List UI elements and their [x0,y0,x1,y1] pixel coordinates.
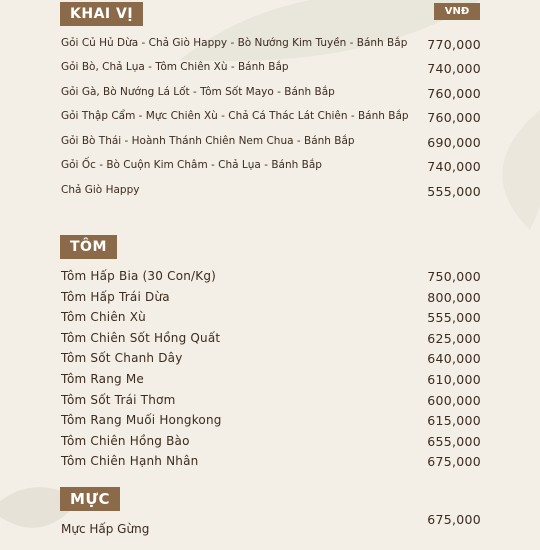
menu-item [61,512,481,536]
item-name: Tôm Rang Muối Hongkong [61,413,222,427]
menu-item [61,135,481,155]
item-name: Tôm Sốt Chanh Dây [61,351,183,365]
section-header-muc: MỰC [60,487,120,511]
item-name: Tôm Rang Me [61,372,145,386]
item-name: Tôm Chiên Hạnh Nhân [61,454,199,468]
item-price: 740,000 [427,159,481,174]
item-name: Gỏi Ốc - Bò Cuộn Kim Châm - Chả Lụa - Bánh Bắp [61,159,322,171]
item-price: 760,000 [427,86,481,101]
menu-item [61,454,481,474]
item-price: 675,000 [427,454,481,469]
item-price: 770,000 [427,37,481,52]
item-price: 640,000 [427,351,481,366]
item-price: 800,000 [427,290,481,305]
item-price: 750,000 [427,269,481,284]
item-name: Tôm Chiên Hồng Bào [61,434,190,448]
item-price: 675,000 [427,512,481,527]
item-name: Gỏi Thập Cẩm - Mực Chiên Xù - Chả Cá Thác Lát Chiên - Bánh Bắp [61,110,409,122]
item-name: Tôm Chiên Sốt Hồng Quất [61,331,221,345]
menu-item [61,86,481,106]
item-name: Chả Giò Happy [61,184,140,196]
currency-badge: VNĐ [434,3,480,20]
item-name: Tôm Chiên Xù [61,310,146,324]
menu-item [61,310,481,330]
section-header-khai-vi: KHAI VỊ [60,2,143,26]
item-price: 690,000 [427,135,481,150]
item-price: 600,000 [427,393,481,408]
menu-item [61,110,481,130]
item-price: 610,000 [427,372,481,387]
item-price: 655,000 [427,434,481,449]
menu-item [61,372,481,392]
item-price: 625,000 [427,331,481,346]
item-price: 555,000 [427,184,481,199]
menu-item [61,290,481,310]
item-name: Tôm Hấp Trái Dừa [61,290,170,304]
menu-item [61,269,481,289]
menu-item [61,159,481,179]
menu-item [61,331,481,351]
menu-item [61,434,481,454]
item-price: 615,000 [427,413,481,428]
menu-item [61,61,481,81]
item-name: Gỏi Củ Hủ Dừa - Chả Giò Happy - Bò Nướng Kim Tuyền - Bánh Bắp [61,37,408,49]
item-name: Mực Hấp Gừng [61,522,150,536]
menu-item [61,184,481,204]
item-name: Gỏi Gà, Bò Nướng Lá Lốt - Tôm Sốt Mayo - Bánh Bắp [61,86,335,98]
item-price: 760,000 [427,110,481,125]
item-name: Tôm Hấp Bia (30 Con/Kg) [61,269,217,283]
item-price: 740,000 [427,61,481,76]
item-price: 555,000 [427,310,481,325]
item-name: Gỏi Bò, Chả Lụa - Tôm Chiên Xù - Bánh Bắp [61,61,289,73]
menu-item [61,37,481,57]
item-name: Gỏi Bò Thái - Hoành Thánh Chiên Nem Chua - Bánh Bắp [61,135,355,147]
menu-item [61,413,481,433]
section-header-tom: TÔM [60,235,117,259]
menu-item [61,393,481,413]
item-name: Tôm Sốt Trái Thơm [61,393,176,407]
menu-item [61,351,481,371]
